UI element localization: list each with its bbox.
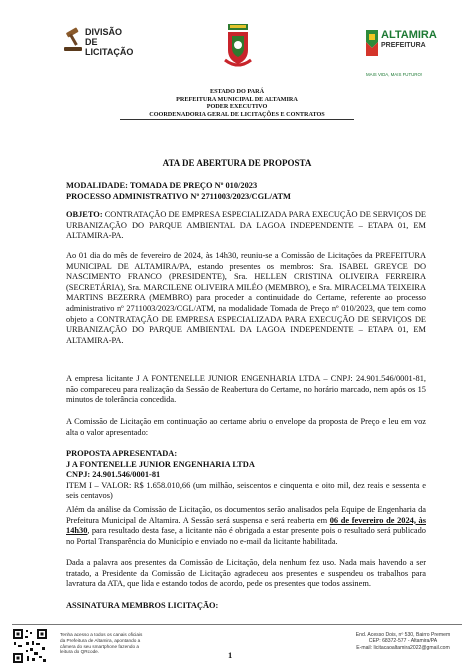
logo-right-sub: PREFEITURA [381, 42, 426, 49]
footer-address-line1: End. Acesso Dois, nº 530, Bairro Premem [355, 632, 451, 638]
proposta-block [66, 449, 426, 502]
gavel-icon [63, 26, 85, 52]
footer-address-line2: CEP: 68372-577 - Altamira/PA [368, 638, 438, 645]
footer-email: E-mail: licitacaoaltamira2022@gmail.com [356, 644, 450, 651]
processo: PROCESSO ADMINISTRATIVO Nº 2711003/2023/CGL/ATM [66, 192, 291, 201]
qr-code-icon [12, 628, 52, 664]
altamira-prefeitura-logo [364, 28, 444, 82]
modalidade: MODALIDADE: TOMADA DE PREÇO Nº 010/2023 [66, 181, 258, 190]
divisao-licitacao-logo [63, 24, 134, 57]
objeto-label: OBJETO: [66, 210, 103, 219]
suspension-text-a: Além da análise da Comissão de Licitação, os documentos serão analisados pela Equipe de Engenharia da Prefeitura Municipal de Altamira. A Sessão será suspensa e será reaberta em [66, 505, 426, 525]
footer-address [348, 632, 458, 651]
logo-right-name: ALTAMIRA [381, 29, 437, 41]
proposta-company: J A FONTENELLE JUNIOR ENGENHARIA LTDA [66, 459, 255, 469]
paragraph-absence: A empresa licitante J A FONTENELLE JUNIOR ENGENHARIA LTDA – CNPJ: 24.901.546/0001-81, não compareceu para realização da Sessão de Reabertura do Certame, no horário marcado, nem após os 15 minutos de tolerância concedida. [66, 374, 426, 405]
document-header [120, 88, 354, 118]
logo-left-line2: LICITAÇÃO [85, 47, 134, 57]
paragraph-closing: Dada a palavra aos presentes da Comissão de Licitação, dela nenhum fez uso. Nada mais havendo a ser tratado, a Presidente da Comissão de Licitação agradeceu aos presentes e suspendeu os trabalhos para lavratura da ATA, que lida e estando todos de acordo, pede os presentes que todos assinem. [66, 558, 426, 589]
objeto-text: CONTRATAÇÃO DE EMPRESA ESPECIALIZADA PARA EXECUÇÃO DE SERVIÇOS DE URBANIZAÇÃO DO PARQUE AMBIENTAL DA LAGOA INDEPENDENTE – ETAPA 01, EM ALTAMIRA-PA. [66, 210, 426, 241]
proposta-item: ITEM I – VALOR: R$ 1.658.010,66 (um milhão, seiscentos e cinquenta e oito mil, dez reais e sessenta e seis centavos) [66, 480, 426, 501]
header-coordenadoria: COORDENADORIA GERAL DE LICITAÇÕES E CONTRATOS [149, 110, 325, 118]
page-title: ATA DE ABERTURA DE PROPOSTA [162, 158, 312, 168]
paragraph-opening: A Comissão de Licitação em continuação ao certame abriu o envelope da proposta de Preço e leu em voz alta o valor apresentado: [66, 417, 426, 437]
header-poder: PODER EXECUTIVO [206, 103, 268, 111]
suspension-date: 06 de fevereiro de 2024, às 14h30 [66, 515, 426, 536]
suspension-text-c: , para resultado desta fase, a licitante não é obrigada a estar presente pois o resultado será publicado no Portal Transparência do Município e enviado no e-mail da licitante habilitada. [66, 526, 426, 546]
proposta-heading: PROPOSTA APRESENTADA: [66, 449, 178, 458]
coat-of-arms-icon [224, 24, 252, 72]
footer-divider [12, 624, 462, 625]
logo-right-tagline: MAIS VIDA, MAIS FUTURO! [366, 72, 423, 77]
logo-left-line1: DIVISÃO DE [85, 27, 123, 47]
header-prefeitura: PREFEITURA MUNICIPAL DE ALTAMIRA [176, 95, 298, 103]
footer-qr-caption: Tenha acesso a todos os canais oficiais da Prefeitura de Altamira, apontando a câmera do seu smartphone fazendo a leitura do QRcode. [60, 632, 143, 655]
paragraph-suspension [66, 505, 426, 547]
signature-heading: ASSINATURA MEMBROS LICITAÇÃO: [66, 601, 219, 610]
objeto-paragraph [66, 210, 426, 242]
paragraph-meeting: Ao 01 dia do mês de fevereiro de 2024, às 14h30, reuniu-se a Comissão de Licitações da PREFEITURA MUNICIPAL DE ALTAMIRA/PA, estando presentes os membros: Sra. ISABEL GREYCE DO NASCIMENTO FRANCO (PRESIDENTE), Sra. HELLEN CRISTINA OLIVEIRA FERREIRA (SECRETÁRIA), Sra. MARCILENE OLIVEIRA MILÉO (MEMBRO), e Sra. MIRACELMA TEIXEIRA MARTINS BEZERRA (MEMBRO) para proceder a continuidade do Certame, referente ao processo administrativo nº 2711003/2023/CGL/ATM, na modalidade Tomada de Preço nº 010/2023, que tem como objeto a CONTRATAÇÃO DE EMPRESA ESPECIALIZADA PARA EXECUÇÃO DE SERVIÇOS DE URBANIZAÇÃO DO PARQUE AMBIENTAL DA LAGOA INDEPENDENTE – ETAPA 01, EM ALTAMIRA-PA. [66, 251, 426, 345]
header-state: ESTADO DO PARÁ [209, 88, 265, 95]
header-divider [120, 119, 354, 120]
altamira-emblem-icon [364, 28, 380, 58]
proposta-cnpj: CNPJ: 24.901.546/0001-81 [66, 470, 161, 480]
page-number: 1 [228, 650, 233, 660]
